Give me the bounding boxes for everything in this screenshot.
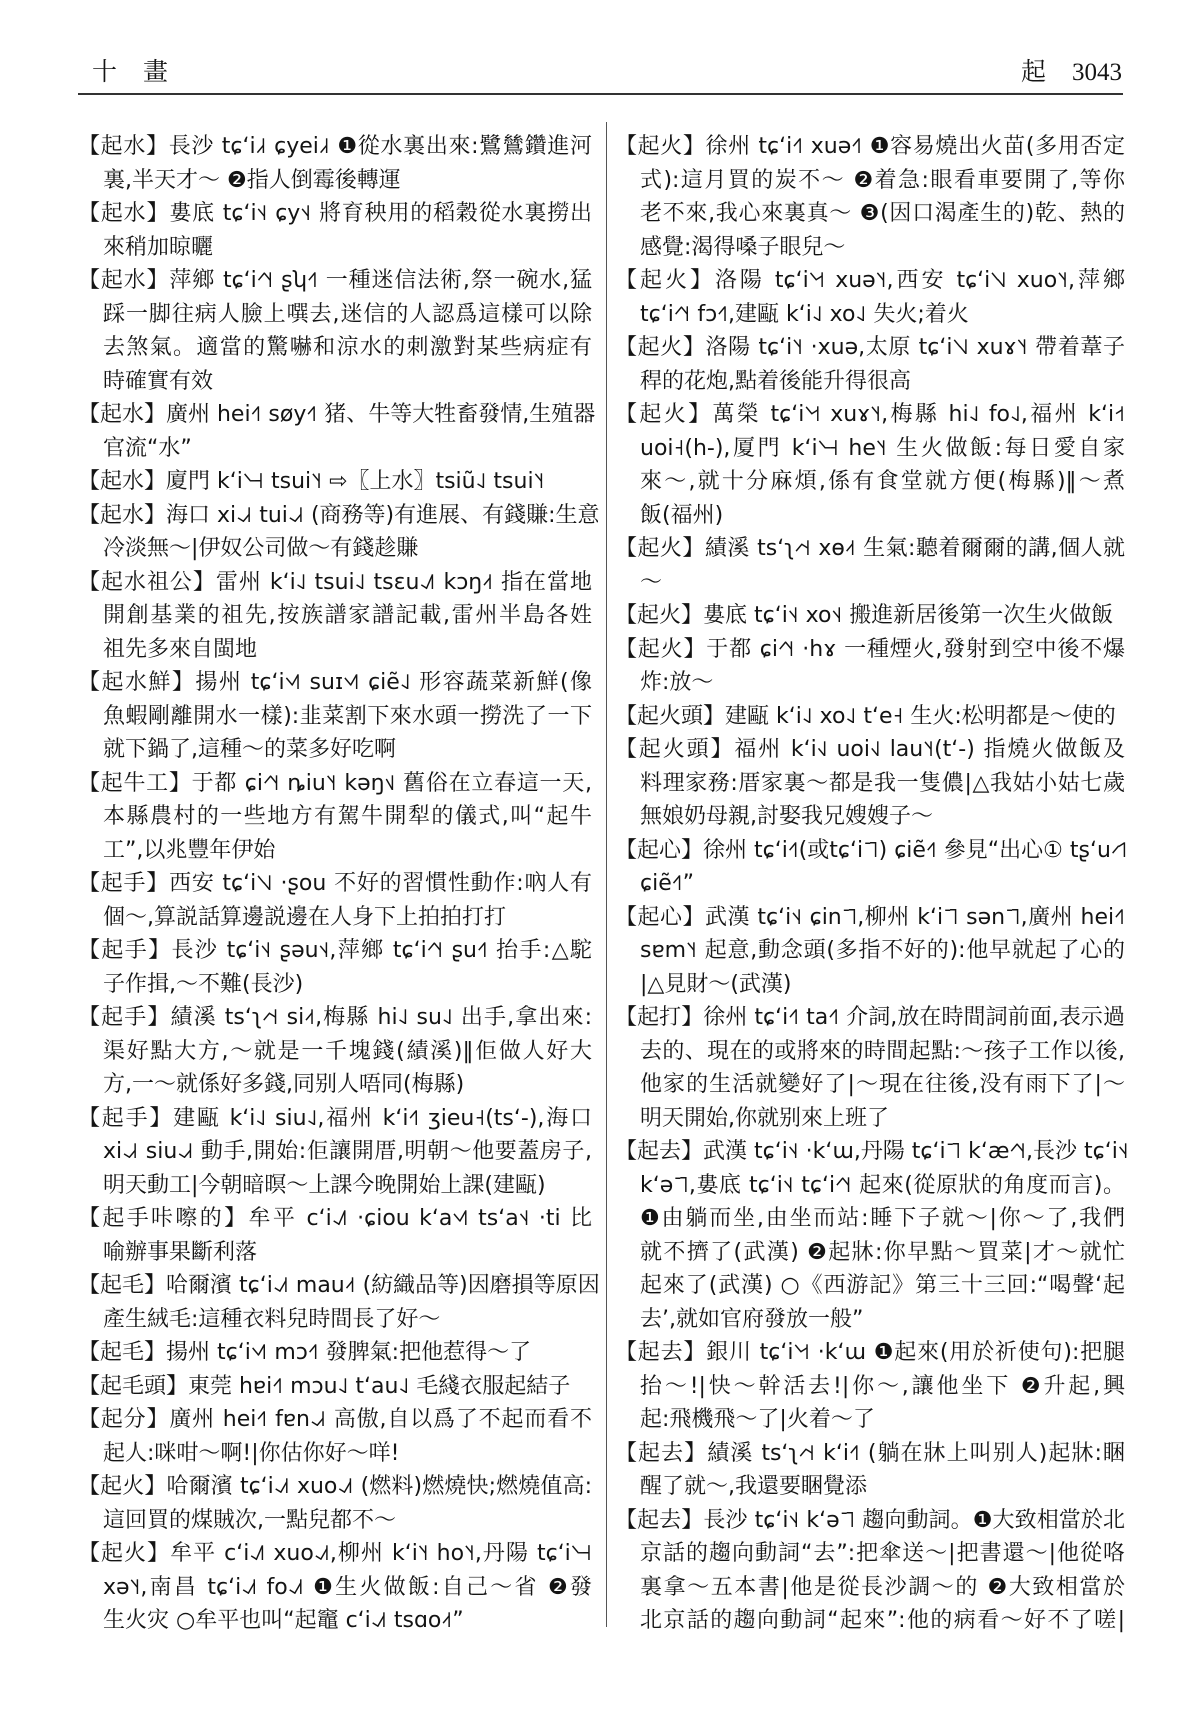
dictionary-entry: [78, 1403, 592, 1470]
entry-headline: 【起水祖公】雷州 kʻi˨˩ tsui˨˩ tsɛu˨˩˥ kɔŋ˨˦ 指在當地: [78, 569, 592, 595]
entry-continuation-line: 明天開始,你就别來上班了: [640, 1105, 889, 1131]
dictionary-entry: [615, 834, 1128, 901]
entry-continuation-line: 官流“水”: [103, 435, 192, 461]
dictionary-entry: [615, 733, 1125, 834]
page-number: 3043: [1072, 59, 1122, 86]
entry-headline: 【起手咔嚓的】牟平 cʻi˨˩˥ ·ɕiou kʻa˦˨˥ tsʻa˦˨ ·ti 比: [78, 1206, 592, 1231]
entry-headline: 【起去】長沙 tɕʻi˦˨ kʻə˥˥ 趨向動詞。❶大致相當於北: [615, 1507, 1125, 1533]
entry-headline: 【起心】徐州 tɕʻi˧˥(或tɕʻi˥˥) ɕiẽ˧˥ 參見“出心① tʂʻu˨˦˥: [615, 837, 1128, 863]
right-column: [615, 130, 1129, 1638]
entry-continuation-line: 無娘奶母親,討娶我兄嫂嫂子～: [640, 804, 933, 829]
entry-continuation-line: 明天動工|今朝暗暝～上課今晚開始上課(建甌): [103, 1172, 546, 1198]
entry-headline: 【起火】徐州 tɕʻi˧˥ xuə˧˥ ❶容易燒出火苗(多用否定: [615, 134, 1125, 159]
entry-continuation-line: uoi˧(h-),厦門 kʻi˥˧˧ he˥˧ 生火做飯:每日愛自家: [640, 435, 1125, 461]
entry-continuation-line: 來～,就十分麻煩,係有食堂就方便(梅縣)‖～煮: [640, 469, 1125, 494]
entry-headline: 【起火】哈爾濱 tɕʻi˨˩˦ xuo˨˩˦ (燃料)燃燒快;燃燒值高:: [78, 1474, 592, 1499]
entry-headline: 【起去】銀川 tɕʻi˥˧˦ ·kʻɯ ❶起來(用於祈使句):把腿: [615, 1340, 1125, 1365]
entry-headline: 【起毛頭】東莞 hɐi˧˥ mɔu˨˩ tʻau˨˩ 毛綫衣服起結子: [78, 1373, 571, 1399]
dictionary-entry: [615, 331, 1125, 398]
entry-headline: 【起手】西安 tɕʻi˥˧˩ ·ʂou 不好的習慣性動作:吶人有: [78, 871, 592, 896]
dictionary-entry: [615, 1437, 1125, 1504]
dictionary-entry: [615, 1001, 1125, 1135]
entry-continuation-line: 魚蝦剛離開水一樣):韭菜割下來水頭一撈洗了一下: [103, 703, 592, 729]
section-stroke-count: 十: [92, 57, 118, 86]
dictionary-entry: [78, 934, 592, 1001]
entry-continuation-line: 式):這月買的炭不～ ❷着急:眼看車要開了,等你: [640, 167, 1125, 193]
entry-continuation-line: 北京話的趨向動詞“起來”:他的病看～好不了嗟|: [640, 1608, 1125, 1633]
entry-continuation-line: 個～,算説話算邊説邊在人身下上拍拍打打: [103, 904, 506, 930]
entry-headline: 【起水鮮】揚州 tɕʻi˦˨˥ suɪ˦˨˥ ɕiẽ˨˩ 形容蔬菜新鮮(像: [78, 670, 592, 695]
entry-continuation-line: 老不來,我心來裏真～ ❸(因口渴產生的)乾、熱的: [640, 201, 1125, 226]
dictionary-entry: [78, 1269, 600, 1336]
dictionary-entry: [615, 1504, 1125, 1638]
entry-continuation-line: kʻə˥˥,婁底 tɕʻi˦˨ tɕʻi˧˥˧ 起來(從原狀的角度而言)。: [640, 1172, 1125, 1198]
entry-continuation-line: 開創基業的祖先,按族譜家譜記載,雷州半島各姓: [103, 603, 592, 628]
entry-continuation-line: |△見財～(武漢): [640, 971, 792, 997]
dictionary-entry: [615, 901, 1125, 1002]
entry-continuation-line: 工”,以兆豐年伊始: [103, 837, 276, 863]
entry-headline: 【起火】洛陽 tɕʻi˥˧ ·xuə,太原 tɕʻi˥˧˩ xuɤ˥˧ 帶着葦子: [615, 335, 1125, 360]
dictionary-entry: [78, 197, 592, 264]
dictionary-entry: [78, 1102, 592, 1203]
dictionary-entry: [78, 867, 592, 934]
entry-headline: 【起去】武漢 tɕʻi˦˨ ·kʻɯ,丹陽 tɕʻi˥˥ kʻæ˧˥˧,長沙 tɕʻi˦˨: [615, 1139, 1129, 1164]
entry-headline: 【起火】婁底 tɕʻi˦˨ xo˦˨ 搬進新居後第一次生火做飯: [615, 603, 1114, 628]
dictionary-entry: [78, 1001, 592, 1102]
dictionary-entry: [78, 499, 600, 566]
dictionary-entry: [615, 398, 1125, 532]
header-rule: [78, 93, 1123, 95]
entry-continuation-line: 本縣農村的一些地方有駕牛開犁的儀式,叫“起牛: [103, 804, 592, 829]
entry-continuation-line: xi˨˩˧ siu˨˩˧ 動手,開始:佢讓開厝,明朝～他要蓋房子,: [103, 1139, 592, 1164]
entry-continuation-line: 就下鍋了,這種～的菜多好吃啊: [103, 737, 396, 762]
dictionary-entry: [615, 130, 1125, 264]
entry-continuation-line: 時確實有效: [103, 368, 214, 394]
entry-headline: 【起火頭】建甌 kʻi˨˩ xo˨˩ tʻe˧ 生火:松明都是～使的: [615, 703, 1116, 729]
entry-continuation-line: 渠好點大方,～就是一千塊錢(績溪)‖佢做人好大: [103, 1038, 592, 1064]
entry-continuation-line: 起:飛機飛～了|火着～了: [640, 1407, 875, 1432]
entry-continuation-line: 感覺:渴得嗓子眼兒～: [640, 234, 846, 260]
dictionary-entry: [615, 1336, 1125, 1437]
dictionary-entry: [615, 599, 1125, 633]
entry-headline: 【起水】廣州 hei˧˥ søy˧˥ 猪、牛等大牲畜發情,生殖器: [78, 402, 596, 427]
entry-continuation-line: ～: [640, 569, 663, 595]
entry-headline: 【起牛工】于都 ɕi˧˥˧ ȵiu˥˧ kəŋ˦˩ 舊俗在立春這一天,: [78, 770, 592, 796]
entry-continuation-line: 這回買的煤賊次,一點兒都不～: [103, 1507, 396, 1533]
entry-continuation-line: 喻辦事果斷利落: [103, 1239, 258, 1265]
dictionary-entry: [78, 1336, 592, 1370]
entry-continuation-line: 稈的花炮,點着後能升得很高: [640, 368, 911, 394]
entry-continuation-line: 方,一～就係好多錢,同别人唔同(梅縣): [103, 1072, 465, 1097]
entry-headline: 【起毛】揚州 tɕʻi˦˨˥ mɔ˧˥ 發脾氣:把他惹得～了: [78, 1340, 532, 1365]
entry-continuation-line: 醒了就～,我還要睏覺添: [640, 1474, 867, 1499]
dictionary-entry: [615, 264, 1125, 331]
entry-headline: 【起分】廣州 hei˧˥ fɐn˨˩˧ 高傲,自以爲了不起而看不: [78, 1407, 592, 1432]
dictionary-entry: [78, 666, 592, 767]
entry-headline: 【起手】長沙 tɕʻi˦˨ ʂəu˦˨,萍鄉 tɕʻi˧˥˧ ʂu˧˥ 抬手:△駝: [78, 938, 592, 963]
entry-continuation-line: 生火灾 ○牟平也叫“起竈 cʻi˨˩˦ tsɑo˨˦”: [103, 1608, 464, 1633]
entry-continuation-line: 踩一脚往病人臉上噀去,迷信的人認爲這樣可以除: [103, 301, 592, 327]
dictionary-entry: [615, 700, 1125, 734]
entry-continuation-line: 冷淡無～|伊奴公司做～有錢趁賺: [103, 536, 419, 561]
entry-headline: 【起水】婁底 tɕʻi˦˨ ɕy˦˨ 將育秧用的稻穀從水裏撈出: [78, 201, 592, 226]
entry-continuation-line: ɕiẽ˧˥”: [640, 871, 694, 896]
entry-headline: 【起水】海口 xi˨˩˧ tui˨˩˧ (商務等)有進展、有錢賺:生意: [78, 502, 600, 528]
entry-headline: 【起火】洛陽 tɕʻi˥˧˦ xuə˥˧,西安 tɕʻi˥˧˩ xuo˥˧,萍鄉: [615, 268, 1125, 293]
dictionary-entry: [78, 1470, 592, 1537]
dictionary-entry: [78, 566, 592, 667]
entry-headline: 【起心】武漢 tɕʻi˦˨ ɕin˥˥,柳州 kʻi˥˥ sən˥˥,廣州 hei˧˥: [615, 904, 1125, 930]
entry-continuation-line: 去’,就如官府發放一般”: [640, 1306, 864, 1332]
entry-continuation-line: 炸:放～: [640, 670, 714, 695]
entry-continuation-line: 起人:咪咁～啊!|你估你好～咩!: [103, 1440, 400, 1466]
entry-headline: 【起打】徐州 tɕʻi˧˥ ta˧˥ 介詞,放在時間詞前面,表示過: [615, 1005, 1125, 1030]
entry-continuation-line: 抬～!|快～幹活去!|你～,讓他坐下 ❷升起,興: [640, 1373, 1125, 1399]
entry-headline: 【起手】建甌 kʻi˨˩ siu˨˩,福州 kʻi˧˥ ʒieu˧(tsʻ-),海口: [78, 1105, 592, 1131]
entry-continuation-line: 飯(福州): [640, 502, 724, 528]
entry-continuation-line: 他家的生活就變好了|～現在往後,没有雨下了|～: [640, 1072, 1125, 1097]
entry-continuation-line: xə˥˧,南昌 tɕʻi˨˩˦ fo˨˩˦ ❶生火做飯:自己～省 ❷發: [103, 1574, 592, 1600]
dictionary-entry: [615, 1135, 1129, 1336]
dictionary-entry: [78, 130, 592, 197]
dictionary-entry: [615, 532, 1125, 599]
entry-continuation-line: tɕʻi˧˥˧ fɔ˧˥,建甌 kʻi˨˩ xo˨˩ 失火;着火: [640, 301, 969, 327]
dictionary-entry: [78, 465, 592, 499]
entry-headline: 【起毛】哈爾濱 tɕʻi˨˩˦ mau˨˦ (紡織品等)因磨損等原因: [78, 1273, 600, 1298]
entry-headline: 【起水】長沙 tɕʻi˩˧ ɕyei˩˧ ❶從水裏出來:鷺鷥鑽進河: [78, 134, 592, 159]
entry-continuation-line: 去的、現在的或將來的時間起點:～孩子工作以後,: [640, 1038, 1125, 1064]
entry-headline: 【起火頭】福州 kʻi˧˩ uoi˧˩ lau˥˧(tʻ-) 指燒火做飯及: [615, 737, 1125, 762]
entry-continuation-line: sɐm˥˧ 起意,動念頭(多指不好的):他早就起了心的: [640, 938, 1125, 963]
dictionary-entry: [78, 264, 592, 398]
entry-headline: 【起水】廈門 kʻi˥˧˧ tsui˥˧ ⇨〖上水〗tsiũ˨˩ tsui˥˧: [78, 469, 545, 494]
entry-headline: 【起火】牟平 cʻi˨˩˥ xuo˨˩˦,柳州 kʻi˥˧ ho˥˧,丹陽 tɕʻi˥˧˧: [78, 1541, 592, 1566]
left-column: [78, 130, 600, 1638]
entry-continuation-line: 料理家務:厝家裏～都是我一隻儂|△我姑小姑七歲: [640, 770, 1125, 796]
running-header-entry: [1021, 52, 1122, 88]
dictionary-entry: [78, 398, 596, 465]
dictionary-entry: [78, 1202, 592, 1269]
dictionary-entry: [78, 1370, 592, 1404]
section-label: 畫: [143, 57, 169, 86]
header-character: 起: [1020, 59, 1046, 86]
dictionary-entry: [78, 767, 592, 868]
entry-continuation-line: 裏,半天才～ ❷指人倒霉後轉運: [103, 167, 401, 193]
entry-continuation-line: 京話的趨向動詞“去”:把傘送～|把書還～|他從咯: [640, 1541, 1125, 1566]
entry-continuation-line: 裏拿～五本書|他是從長沙調～的 ❷大致相當於: [640, 1574, 1125, 1600]
entry-continuation-line: 子作揖,～不難(長沙): [103, 971, 304, 997]
entry-continuation-line: 起來了(武漢) ○《西游記》第三十三回:“喝聲‘起: [640, 1273, 1125, 1298]
dictionary-entry: [615, 633, 1125, 700]
entry-headline: 【起火】于都 ɕi˧˥˧ ·hɤ 一種煙火,發射到空中後不爆: [615, 636, 1125, 662]
entry-headline: 【起火】萬榮 tɕʻi˥˧˦ xuɤ˥˧,梅縣 hi˨˩ fo˨˩,福州 kʻi˧˦: [615, 402, 1125, 427]
running-header-section: [92, 52, 194, 88]
entry-continuation-line: ❶由躺而坐,由坐而站:睡下子就～|你～了,我們: [640, 1206, 1125, 1231]
entry-headline: 【起火】績溪 tsʻʅ˨˦˧ xɵ˨˦ 生氣:聽着爾爾的講,個人就: [615, 536, 1125, 561]
entry-headline: 【起水】萍鄉 tɕʻi˧˥˧ ʂʮ˧˥ 一種迷信法術,祭一碗水,猛: [78, 268, 592, 293]
entry-continuation-line: 去煞氣。適當的驚嚇和涼水的刺激對某些病症有: [103, 335, 592, 360]
dictionary-entry: [78, 1537, 592, 1638]
entry-continuation-line: 產生絨毛:這種衣料兒時間長了好～: [103, 1306, 441, 1332]
entry-headline: 【起去】績溪 tsʻʅ˨˦˧ kʻi˧˥ (躺在牀上叫别人)起牀:睏: [615, 1440, 1125, 1466]
column-divider: [606, 122, 607, 1627]
entry-headline: 【起手】績溪 tsʻʅ˨˦˧ si˨˦,梅縣 hi˨˩ su˨˩ 出手,拿出來:: [78, 1005, 592, 1030]
entry-continuation-line: 就不擠了(武漢) ❷起牀:你早點～買菜|才～就忙: [640, 1239, 1125, 1265]
entry-continuation-line: 來稍加晾曬: [103, 234, 214, 260]
entry-continuation-line: 祖先多來自閩地: [103, 636, 258, 662]
